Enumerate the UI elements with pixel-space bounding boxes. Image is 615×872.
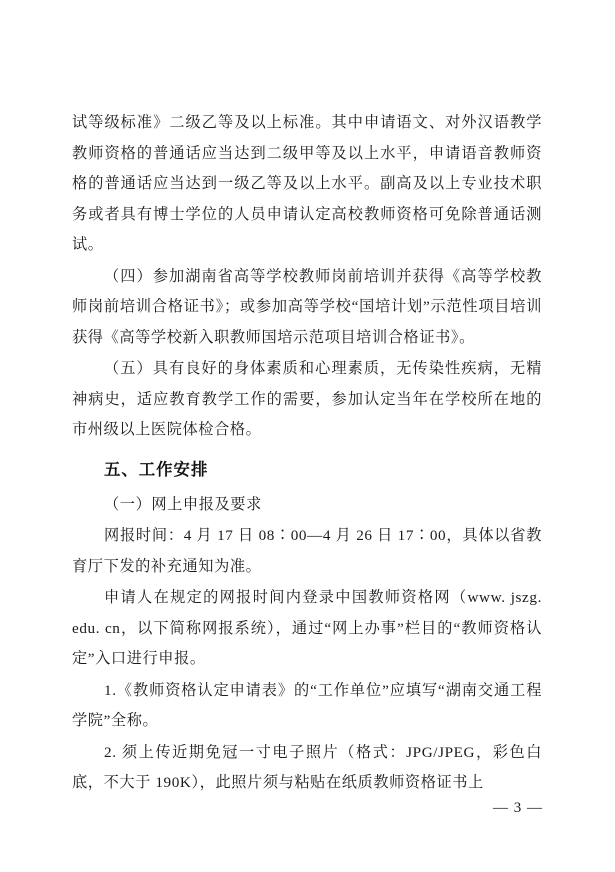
paragraph-putonghua-standard: 试等级标准》二级乙等及以上标准。其中申请语文、对外汉语教学教师资格的普通话应当达到二级甲等及以上水平，申请语音教师资格的普通话应当达到一级乙等及以上水平。副高及以上专业技术职务或者具有博士学位的人员申请认定高校教师资格可免除普通话测试。 (72, 114, 542, 253)
paragraph-item-five-health: （五）具有良好的身体素质和心理素质，无传染性疾病，无精神病史，适应教育教学工作的需要，参加认定当年在学校所在地的市州级以上医院体检合格。 (72, 360, 542, 438)
paragraph-item-1-workunit: 1.《教师资格认定申请表》的“工作单位”应填写“湖南交通工程学院”全称。 (72, 681, 542, 729)
page-number: — 3 — (493, 800, 543, 816)
heading-work-arrangement: 五、工作安排 (104, 460, 209, 479)
document-body (72, 108, 542, 800)
paragraph-login-website: 申请人在规定的网报时间内登录中国教师资格网（www. jszg. edu. cn，以下简称网报系统），通过“网上办事”栏目的“教师资格认定”入口进行申报。 (72, 589, 542, 667)
paragraph-item-four-training: （四）参加湖南省高等学校教师岗前培训并获得《高等学校教师岗前培训合格证书》；或参加高等学校“国培计划”示范性项目培训获得《高等学校新入职教师国培示范项目培训合格证书》。 (72, 267, 542, 346)
paragraph-item-2-photo: 2. 须上传近期免冠一寸电子照片（格式：JPG/JPEG，彩色白底，不大于 190K），此照片须与粘贴在纸质教师资格证书上 (72, 743, 542, 791)
paragraph-application-time: 网报时间：4 月 17 日 08∶00—4 月 26 日 17∶00，具体以省教育厅下发的补充通知为准。 (72, 527, 542, 575)
heading-online-application: （一）网上申报及要求 (104, 495, 262, 513)
